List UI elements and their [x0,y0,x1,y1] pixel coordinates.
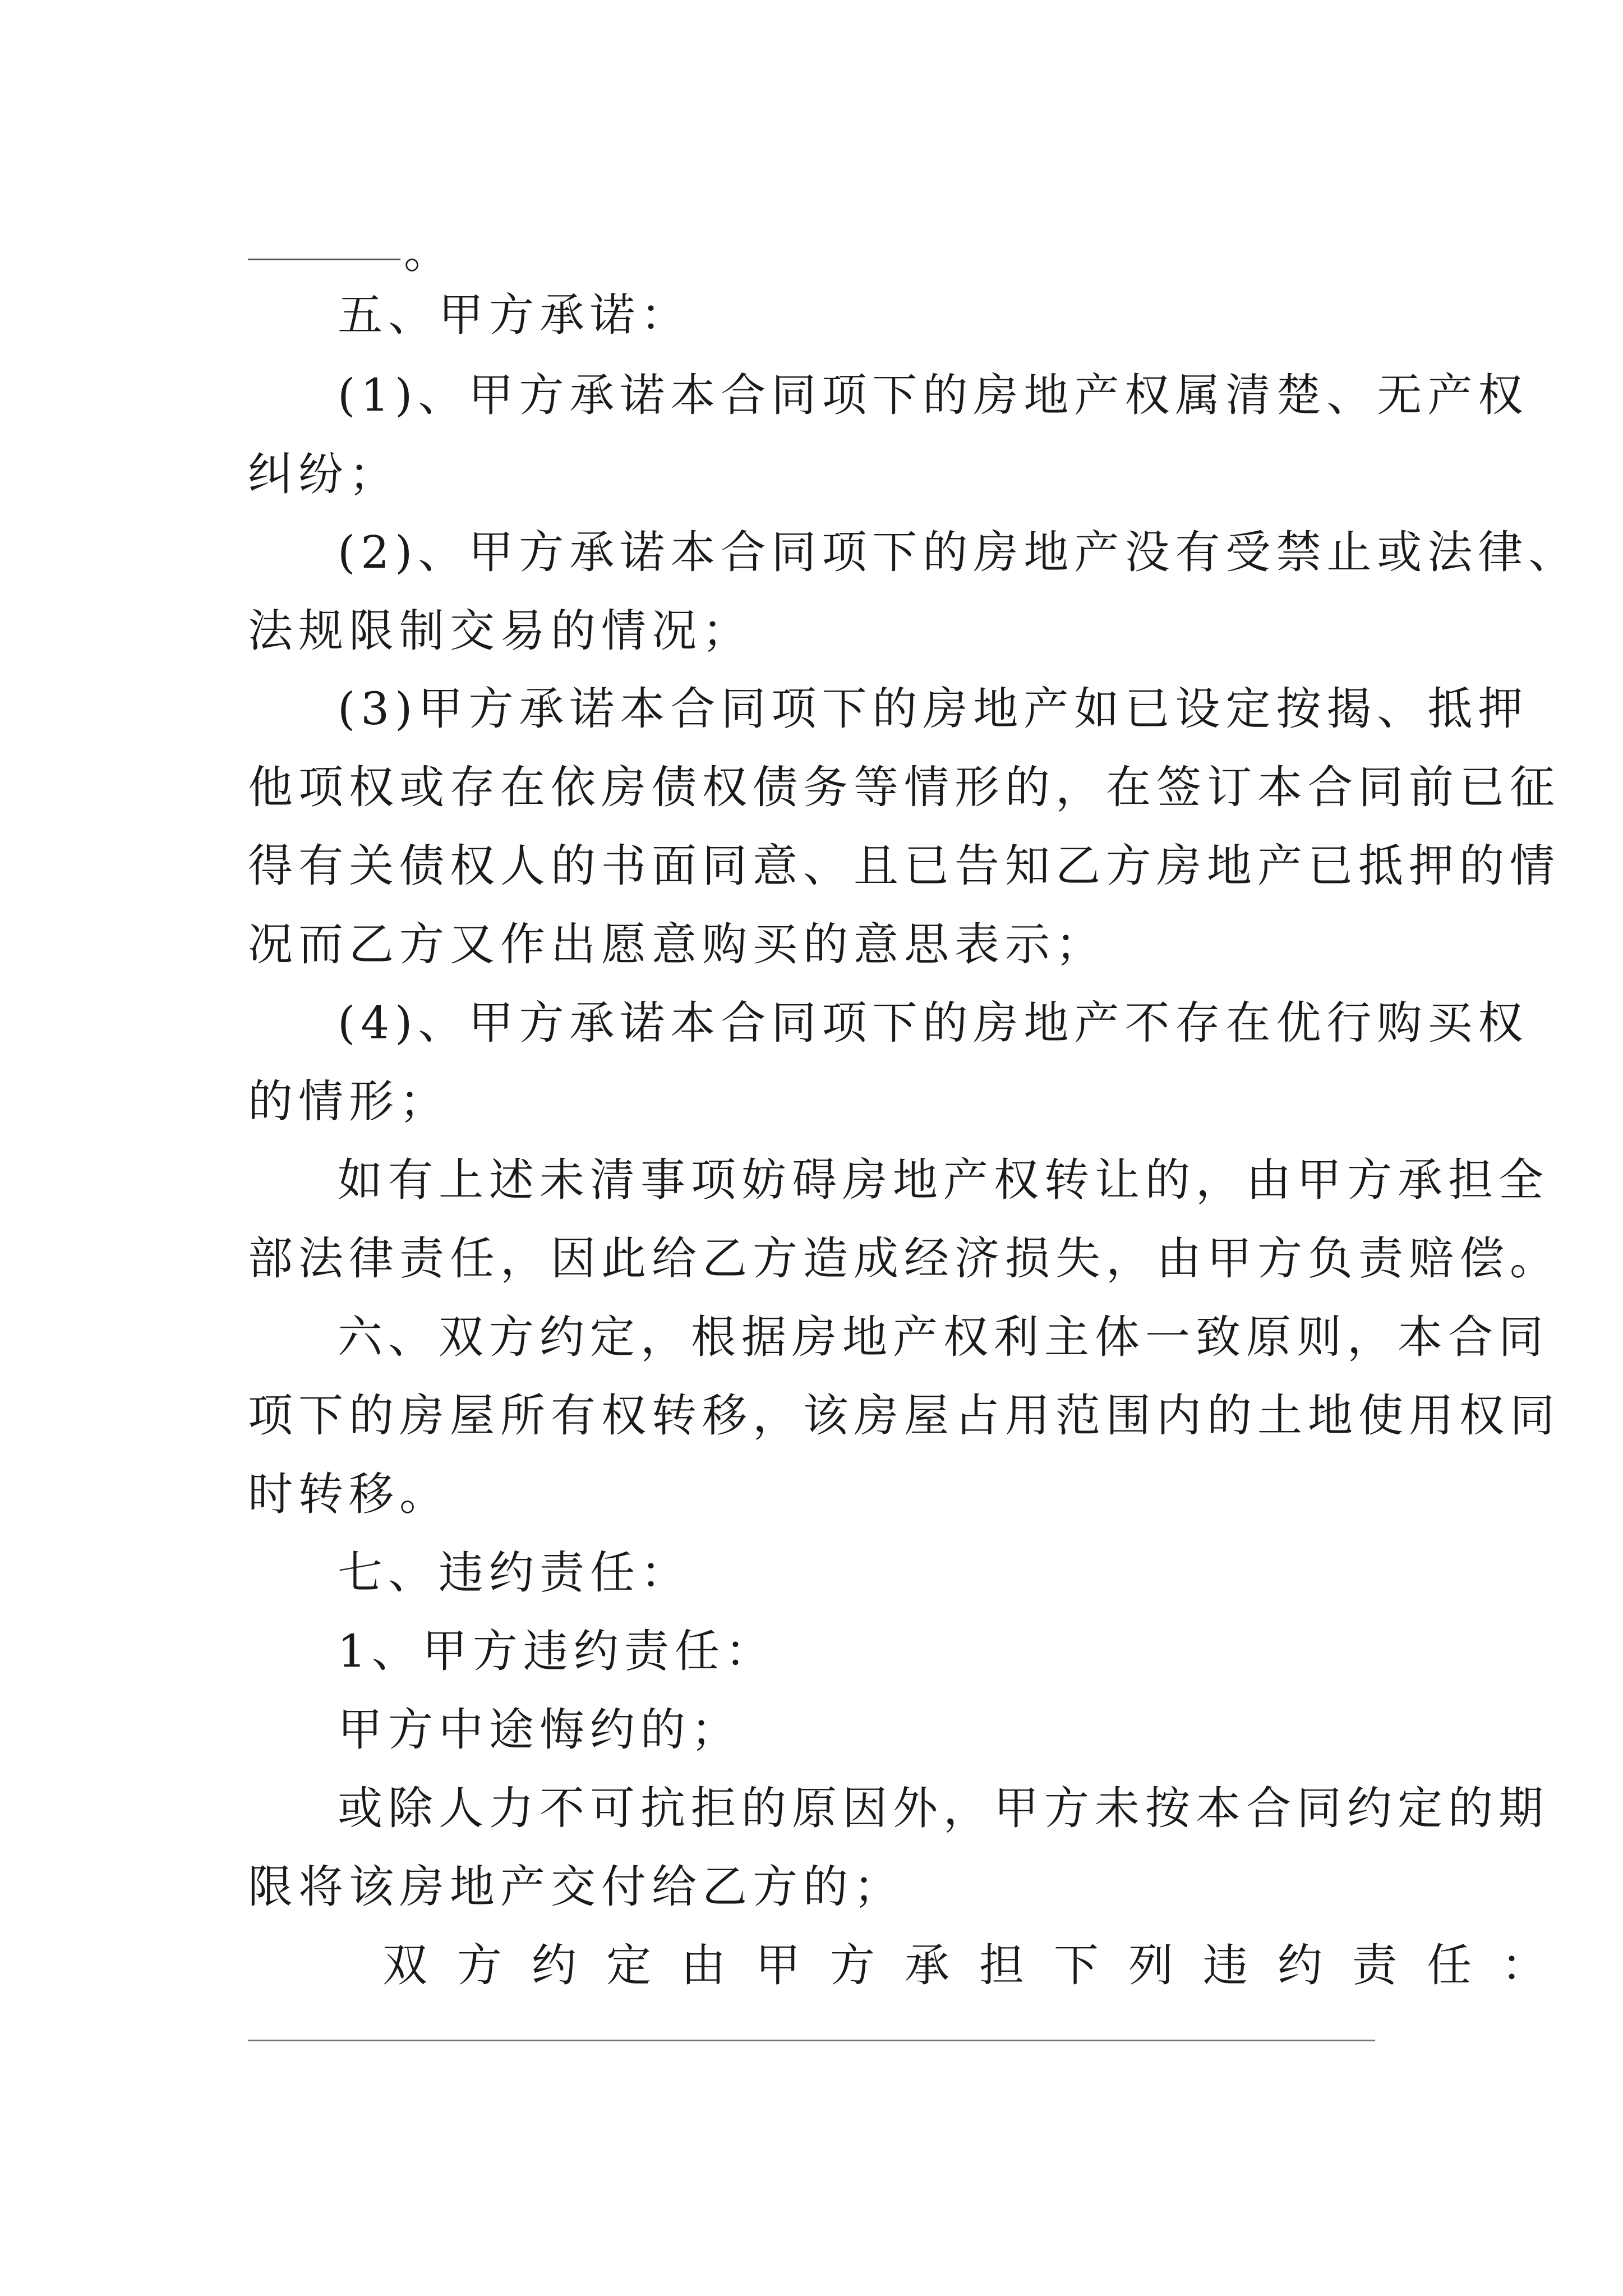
paragraph-line: 双方约定由甲方承担下列违约责任： [382,1939,1576,1991]
blank-suffix: 。 [404,226,449,278]
fill-in-blank [248,259,400,260]
paragraph-line: (4)、甲方承诺本合同项下的房地产不存在优行购买权 [338,997,1529,1049]
paragraph-line: 的情形； [248,1075,450,1128]
paragraph-line: 况而乙方又作出愿意购买的意思表示； [248,918,1106,970]
paragraph-line: 限将该房地产交付给乙方的； [248,1861,904,1913]
paragraph-line: (3)甲方承诺本合同项下的房地产如已设定按揭、抵押 [338,683,1529,735]
paragraph-line: 项下的房屋所有权转移，该房屋占用范围内的土地使用权同 [248,1389,1560,1442]
paragraph-line: 如有上述未清事项妨碍房地产权转让的，由甲方承担全 [338,1154,1549,1206]
subheading-party-a-liability: 1、甲方违约责任： [338,1625,776,1677]
paragraph-line: 时转移。 [248,1468,450,1520]
paragraph-line: (1)、甲方承诺本合同项下的房地产权属清楚、无产权 [338,369,1529,421]
paragraph-line: 得有关债权人的书面同意、且已告知乙方房地产已抵押的情 [248,840,1560,892]
heading-section-7: 七、违约责任： [338,1547,691,1599]
paragraph-line: 或除人力不可抗拒的原因外，甲方未按本合同约定的期 [338,1782,1549,1834]
paragraph-line: 法规限制交易的情况； [248,605,753,657]
paragraph-line: 部法律责任，因此给乙方造成经济损失，由甲方负责赔偿。 [248,1232,1560,1285]
paragraph-line: 六、双方约定，根据房地产权利主体一致原则，本合同 [338,1311,1549,1363]
heading-section-5: 五、甲方承诺： [338,289,691,341]
paragraph-line: 纠纷； [248,448,399,500]
paragraph-line: 他项权或存在依房债权债务等情形的，在签订本合同前已征 [248,761,1560,813]
paragraph-line: (2)、甲方承诺本合同项下的房地产没有受禁止或法律、 [338,526,1579,578]
paragraph-line: 甲方中途悔约的； [338,1704,741,1756]
fill-in-underline [248,2040,1375,2041]
